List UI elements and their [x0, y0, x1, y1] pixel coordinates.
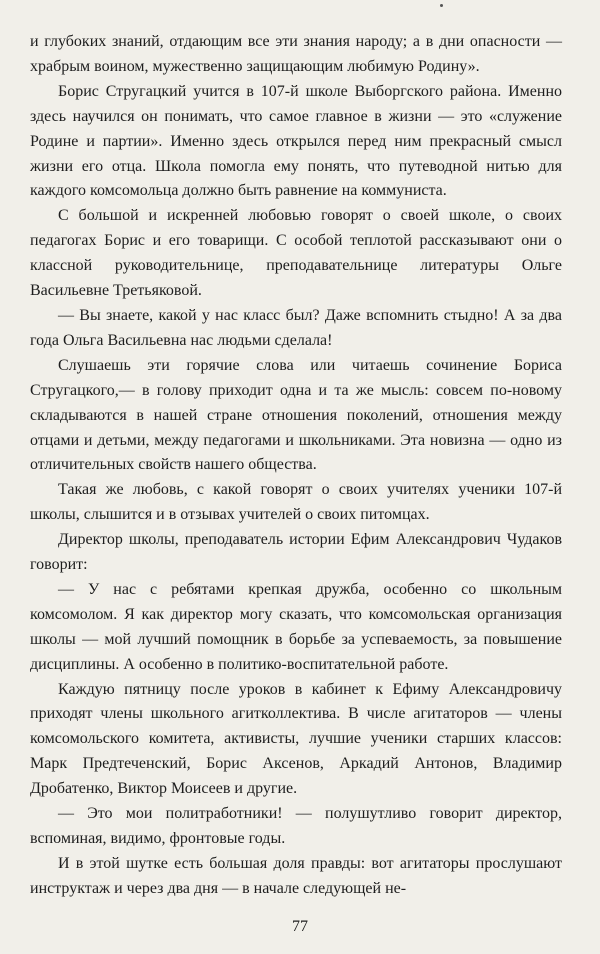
paragraph-6: Такая же любовь, с какой говорят о своих учителях ученики 107-й школы, слышится и в отзывах учителей о своих питомцах. [30, 481, 562, 524]
paragraph-7: Директор школы, преподаватель истории Ефим Александрович Чудаков говорит: [30, 531, 562, 574]
page-number: 77 [292, 918, 308, 935]
paragraph-1: и глубоких знаний, отдающим все эти знания народу; а в дни опасности — храбрым воином, мужественно защищающим любимую Родину». [30, 33, 562, 75]
paragraph-8: — У нас с ребятами крепкая дружба, особенно со школьным комсомолом. Я как директор могу сказать, что комсомольская организация школы — мой лучший помощник в борьбе за успеваемость, за повышение дисциплины. А особенно в политико-воспитательной работе. [30, 580, 562, 673]
paragraph-3: С большой и искренней любовью говорят о своей школе, о своих педагогах Борис и его товарищи. С особой теплотой рассказывают они о классной руководительнице, преподавательнице литературы Ольге Васильевне Третьяковой. [30, 207, 562, 300]
paragraph-2: Борис Стругацкий учится в 107-й школе Выборгского района. Именно здесь научился он понимать, что самое главное в жизни — это «служение Родине и партии». Именно здесь открылся перед ним прекрасный смысл жизни его отца. Школа помогла ему понять, что путеводной нитью для каждого комсомольца должно быть равнение на коммуниста. [30, 82, 562, 200]
paragraph-10: — Это мои политработники! — полушутливо говорит директор, вспоминая, видимо, фронтовые годы. [30, 805, 562, 847]
paragraph-11: И в этой шутке есть большая доля правды: вот агитаторы прослушают инструктаж и через два дня — в начале следующей не- [30, 854, 562, 897]
paragraph-9: Каждую пятницу после уроков в кабинет к Ефиму Александровичу приходят члены школьного агитколлектива. В числе агитаторов — члены комсомольского комитета, активисты, лучшие ученики старших классов: Марк Предтеченский, Борис Аксенов, Аркадий Антонов, Владимир Дробатенко, Виктор Моисеев и другие. [30, 680, 562, 798]
page-body [30, 30, 562, 902]
print-speck [440, 4, 443, 7]
paragraph-4: — Вы знаете, какой у нас класс был? Даже вспомнить стыдно! А за два года Ольга Васильевна нас людьми сделала! [30, 306, 562, 349]
paragraph-5: Слушаешь эти горячие слова или читаешь сочинение Бориса Стругацкого,— в голову приходит одна и та же мысль: совсем по-новому складываются в нашей стране отношения поколений, отношения между отцами и детьми, между педагогами и школьниками. Эта новизна — одно из отличительных свойств нашего общества. [30, 356, 562, 474]
